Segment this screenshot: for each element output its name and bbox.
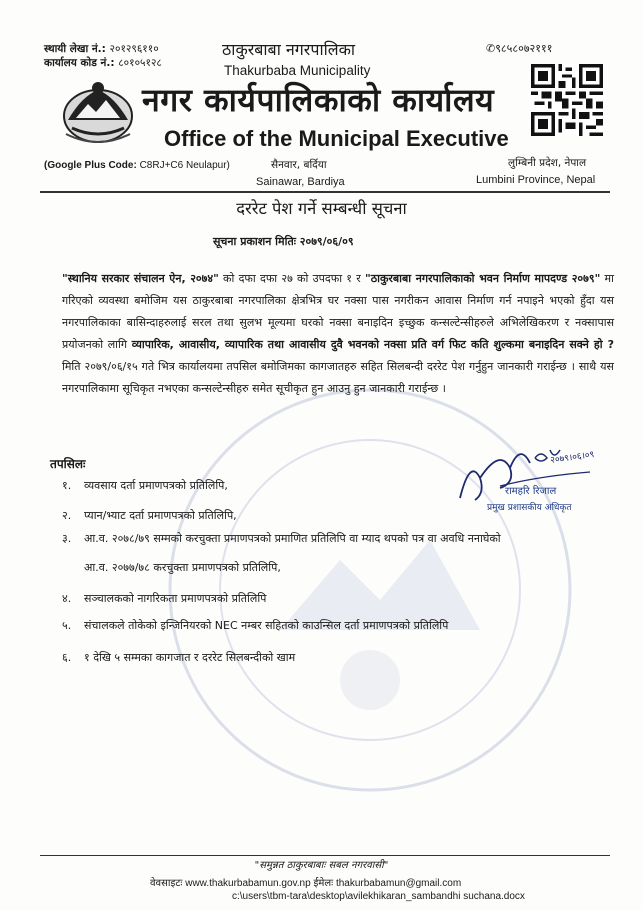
- list-item: [62, 618, 448, 633]
- office-title-en: Office of the Municipal Executive: [164, 126, 509, 151]
- list-item: [62, 508, 237, 523]
- notice-title: दररेट पेश गर्ने सम्बन्धी सूचना: [236, 199, 407, 218]
- list-item-text: संचालकले तोकेको इन्जिनियरको NEC नम्बर सहितको काउन्सिल दर्ता प्रमाणपत्रको प्रतिलिपि: [84, 619, 449, 632]
- footer-divider: [40, 855, 610, 856]
- address-en: Sainawar, Bardiya: [256, 176, 345, 188]
- province-en: Lumbini Province, Nepal: [476, 174, 596, 186]
- list-item-number: १.: [62, 479, 72, 492]
- list-item-number: ६.: [62, 651, 72, 664]
- permanent-account-number: २०१२९६११०: [109, 43, 159, 55]
- list-item-text: प्यान/भ्याट दर्ता प्रमाणपत्रको प्रतिलिपि,: [84, 509, 237, 522]
- list-item-text: सञ्चालकको नागरिकता प्रमाणपत्रको प्रतिलिपि: [84, 592, 267, 605]
- google-plus-code: [44, 160, 230, 171]
- google-plus-code-value: C8RJ+C6 Neulapur): [139, 160, 230, 171]
- permanent-account-row: [44, 42, 159, 56]
- list-item-text: आ.व. २०७७/७८ करचुक्ता प्रमाणपत्रको प्रतिलिपि,: [84, 561, 281, 574]
- list-item-text: व्यवसाय दर्ता प्रमाणपत्रको प्रतिलिपि,: [84, 479, 228, 492]
- list-item: [62, 531, 501, 546]
- list-item: [62, 478, 228, 493]
- website-label: वेवसाइटः: [150, 878, 183, 889]
- list-item-number: २.: [62, 509, 72, 522]
- list-item-text: आ.व. २०७८/७९ सम्मको करचुक्ता प्रमाणपत्रको प्रमाणित प्रतिलिपि वा म्याद थपको पत्र वा अवधि ननाघेको: [84, 532, 501, 545]
- footer-contact: [150, 875, 461, 889]
- footer-slogan: "समुन्नत ठाकुरबाबाः सबल नगरवासी": [254, 860, 389, 871]
- nepal-emblem-logo: [62, 76, 134, 146]
- standard-reference: "ठाकुरबाबा नगरपालिकाको भवन निर्माण मापदण्ड २०७९": [364, 272, 601, 285]
- list-item: [62, 650, 295, 665]
- notice-paragraph: [62, 268, 614, 400]
- list-item-text: १ देखि ५ सम्मका कागजात र दररेट सिलबन्दीको खाम: [84, 651, 296, 664]
- phone-number: ✆९८५८०७२१११: [486, 42, 553, 55]
- act-reference: "स्थानिय सरकार संचालन ऐन, २०७४": [62, 272, 219, 285]
- municipality-name-en: Thakurbaba Municipality: [224, 63, 371, 78]
- publish-date: सूचना प्रकाशन मितिः २०७९/०६/०९: [213, 235, 354, 248]
- signatory-designation: प्रमुख प्रशासकीय अधिकृत: [487, 503, 572, 513]
- signatory-name: रामहरि रिजाल: [505, 486, 557, 497]
- list-item-number: ४.: [62, 592, 72, 605]
- address-np: सैनवार, बर्दिया: [271, 159, 327, 171]
- paragraph-text-3: मिति २०७९/०६/१५ गते भित्र कार्यालयमा तपसिल बमोजिमका कागजातहरु सहित सिलबन्दी दररेट पेश गर्नुहुन जानकारी गराईन्छ । साथै यस नगरपालिकामा सूचिकृत नभएका कन्सल्टेन्सीहरु समेत सूचीकृत हुन आउनु हुन जानकारी गराईन्छ ।: [62, 360, 614, 395]
- email-link[interactable]: thakurbabamun@gmail.com: [335, 878, 462, 889]
- file-path: c:\users\tbm-tara\desktop\avilekhikaran_sambandhi suchana.docx: [232, 891, 525, 902]
- office-title-np: नगर कार्यपालिकाको कार्यालय: [142, 81, 495, 119]
- office-code-row: [44, 56, 162, 70]
- google-plus-code-label: (Google Plus Code:: [44, 160, 137, 171]
- list-item: [62, 591, 266, 606]
- paragraph-text-1: को दफा दफा २७ को उपदफा १ र: [218, 272, 365, 285]
- list-item-continuation: [62, 560, 281, 575]
- rate-question: व्यापारिक, आवासीय, व्यापारिक तथा आवासीय दुवै भवनको नक्सा प्रति वर्ग फिट कति शुल्कमा बनाइदिन सक्ने हो ?: [131, 338, 614, 351]
- municipality-name-np: ठाकुरबाबा नगरपालिका: [222, 40, 356, 59]
- qr-code[interactable]: [531, 64, 603, 136]
- paragraph-text-2: मा गरिएको व्यवस्था बमोजिम यस ठाकुरबाबा नगरपालिका क्षेत्रभित्र घर नक्सा पास नगरीकन आवास निर्माण गर्न नपाइने भएको हुँदा यस नगरपालिकाका बासिन्दाहरुलाई सरल तथा सुलभ मूल्यमा घरको नक्सा बनाइदिन इच्छुक कन्सल्टेन्सीहरुले अभिलेखिकरण र नक्सापास प्रयोजनको लागि: [62, 272, 614, 351]
- email-label: ईमेलः: [313, 878, 334, 889]
- header-divider: [40, 191, 610, 193]
- signature-date: २०७९।०६।०९: [549, 449, 595, 467]
- tapasil-heading: तपसिलः: [50, 457, 86, 471]
- office-code-label: कार्यालय कोड नं.:: [44, 57, 115, 69]
- permanent-account-label: स्थायी लेखा नं.:: [44, 43, 106, 55]
- province-np: लुम्बिनी प्रदेश, नेपाल: [508, 157, 587, 169]
- office-code-number: ८०१०५१२८: [118, 57, 162, 69]
- list-item-number: ३.: [62, 532, 72, 545]
- list-item-number: ५.: [62, 619, 72, 632]
- website-link[interactable]: www.thakurbabamun.gov.np: [185, 878, 311, 889]
